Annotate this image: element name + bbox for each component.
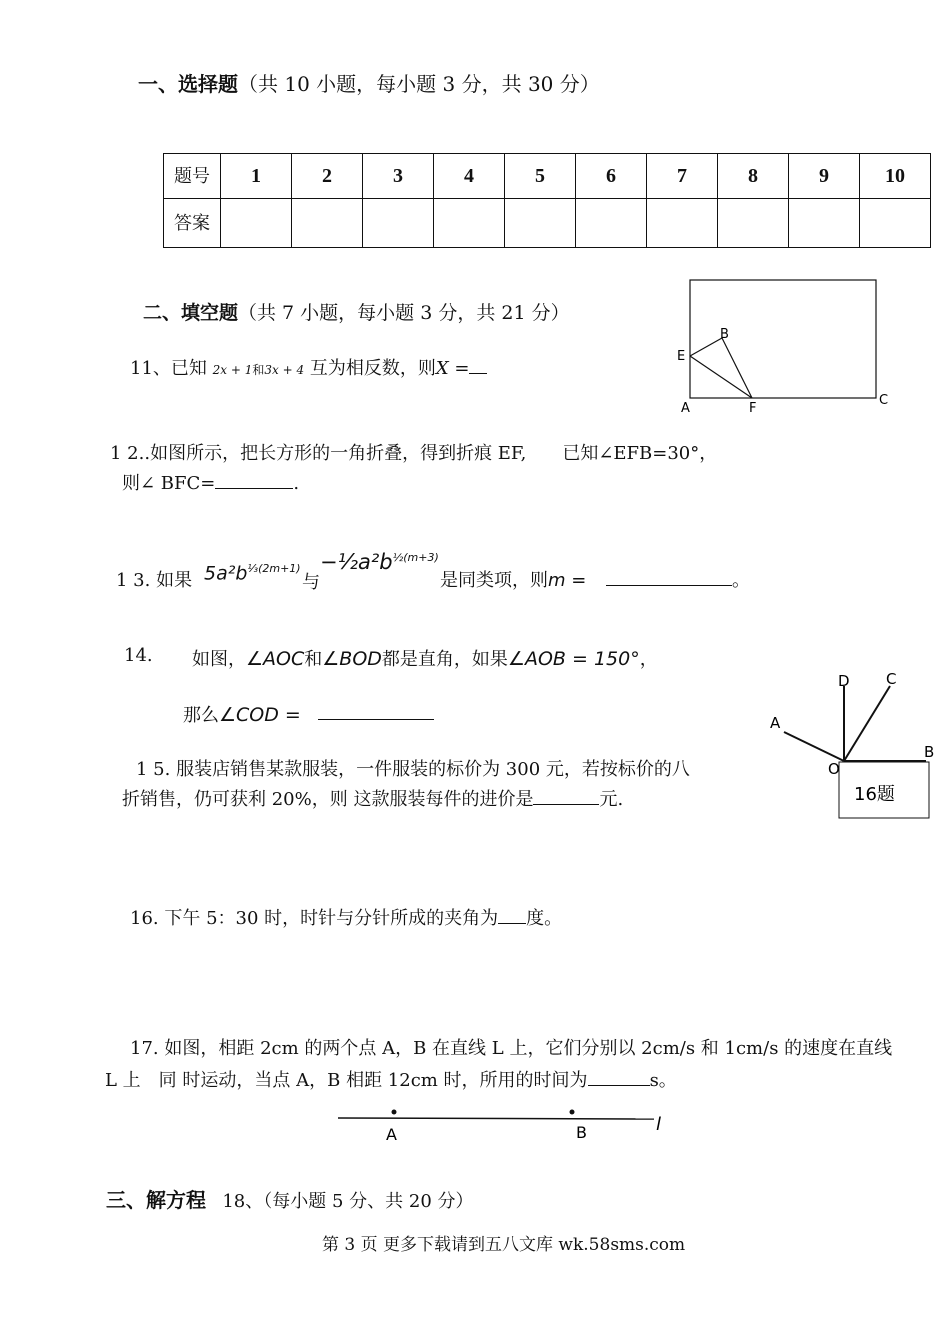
page-footer: 第 3 页 更多下载请到五八文库 wk.58sms.com <box>322 1235 686 1255</box>
answer-cell[interactable] <box>363 199 434 248</box>
q14-and: 和 <box>304 649 323 670</box>
section2-note: （共 7 小题，每小题 3 分，共 21 分） <box>238 302 570 324</box>
rectangle-outline <box>690 280 876 398</box>
q13-answer-area <box>606 566 750 592</box>
question-14-line2 <box>183 701 301 727</box>
q14-number: 14. <box>124 645 153 666</box>
point-label-o: O <box>828 760 840 778</box>
fold-crease-ef <box>690 356 752 398</box>
answer-table-number: 7 <box>647 154 718 199</box>
line-l <box>338 1118 654 1119</box>
q17-prefix: L 上 同 时运动，当点 A，B 相距 12cm 时，所用的时间为 <box>105 1070 588 1091</box>
answer-cell[interactable] <box>789 199 860 248</box>
answer-table-number: 5 <box>505 154 576 199</box>
question-12-line2 <box>122 469 299 495</box>
question-17-line2 <box>105 1066 677 1092</box>
q11-variable: X = <box>435 358 470 379</box>
q17-answer-blank[interactable] <box>588 1069 650 1086</box>
fold-edge-bf <box>722 338 752 398</box>
q13-mid: 与 <box>302 572 320 593</box>
q13-term1-base: 5a²b <box>204 562 248 585</box>
q12-prefix: 则∠ BFC= <box>122 473 216 494</box>
q13-term2-exponent: ½(m+3) <box>392 551 439 564</box>
q13-end: 。 <box>732 570 750 591</box>
point-label-b: B <box>924 743 935 761</box>
q11-expr2: 3x + 4 <box>264 363 305 377</box>
section3-heading <box>106 1184 474 1213</box>
q11-suffix: 互为相反数，则 <box>309 358 436 379</box>
answer-cell[interactable] <box>576 199 647 248</box>
answer-table-number: 1 <box>221 154 292 199</box>
q13-term2-base: −½a²b <box>320 550 393 574</box>
question-13 <box>116 566 192 592</box>
figure-caption: 16题 <box>854 784 895 805</box>
q14-line2-prefix: 那么 <box>183 705 219 726</box>
question-11 <box>130 354 487 380</box>
q13-term2 <box>320 550 439 574</box>
angle-figure <box>762 664 942 820</box>
q13-variable: m = <box>548 570 587 591</box>
point-label-d: D <box>838 672 850 690</box>
section1-heading <box>138 68 600 97</box>
section3-title: 三、解方程 <box>106 1188 206 1212</box>
q13-term1 <box>204 562 301 584</box>
question-16 <box>130 904 562 930</box>
question-14 <box>124 645 153 666</box>
q15-suffix: 元. <box>599 789 624 810</box>
q14-angle-aob: ∠AOB = 150° <box>507 648 640 670</box>
point-label-b: B <box>720 327 729 342</box>
q16-prefix: 16. 下午 5：30 时，时针与分针所成的夹角为 <box>130 908 499 929</box>
answer-cell[interactable] <box>718 199 789 248</box>
answer-table <box>163 153 931 248</box>
point-label-e: E <box>677 349 686 364</box>
answer-table-row-label: 答案 <box>164 199 221 248</box>
q16-suffix: 度。 <box>526 908 563 929</box>
q16-answer-blank[interactable] <box>498 907 526 924</box>
q13-suffix-line <box>440 566 586 592</box>
question-12-line1: 1 2..如图所示，把长方形的一角折叠，得到折痕 EF, 已知∠EFB=30°， <box>110 443 718 464</box>
point-label-a: A <box>770 714 781 732</box>
point-a-dot <box>392 1110 397 1115</box>
fold-rectangle-figure <box>672 276 902 416</box>
q13-answer-blank[interactable] <box>606 569 732 586</box>
q14-angle-cod: ∠COD = <box>219 704 301 726</box>
answer-table-number: 6 <box>576 154 647 199</box>
answer-table-number: 4 <box>434 154 505 199</box>
fold-edge-eb <box>690 338 722 356</box>
question-17-line1: 17. 如图，相距 2cm 的两个点 A，B 在直线 L 上，它们分别以 2cm/s 和 1cm/s 的速度在直线 <box>130 1038 893 1059</box>
answer-table-row-label: 题号 <box>164 154 221 199</box>
q11-answer-blank[interactable] <box>469 357 487 374</box>
answer-table-number: 2 <box>292 154 363 199</box>
point-label-b: B <box>576 1123 587 1142</box>
q11-expr1: 2x + 1 <box>212 363 253 377</box>
point-label-a: A <box>681 401 690 416</box>
section3-note: 18、（每小题 5 分、共 20 分） <box>222 1191 474 1212</box>
answer-cell[interactable] <box>434 199 505 248</box>
q14-answer-area <box>318 703 434 725</box>
answer-table-number: 10 <box>860 154 931 199</box>
q14-comma: ， <box>639 649 658 670</box>
ray-oa <box>784 732 844 761</box>
answer-cell[interactable] <box>647 199 718 248</box>
question-14-line1 <box>192 645 658 671</box>
ray-oc <box>844 686 890 761</box>
q17-suffix: s。 <box>649 1070 677 1091</box>
answer-cell[interactable] <box>505 199 576 248</box>
question-15-line1: 1 5. 服装店销售某款服装，一件服装的标价为 300 元，若按标价的八 <box>136 759 690 780</box>
point-label-f: F <box>749 401 757 416</box>
q11-conj: 和 <box>252 363 265 377</box>
q15-answer-blank[interactable] <box>533 788 599 805</box>
answer-cell[interactable] <box>221 199 292 248</box>
q14-text2: 都是直角，如果 <box>381 649 508 670</box>
answer-table-number: 9 <box>789 154 860 199</box>
answer-cell[interactable] <box>860 199 931 248</box>
answer-cell[interactable] <box>292 199 363 248</box>
line-label-l: l <box>656 1114 662 1135</box>
q13-term1-exponent: ⅓(2m+1) <box>247 562 301 575</box>
answer-table-number: 8 <box>718 154 789 199</box>
answer-table-number: 3 <box>363 154 434 199</box>
point-b-dot <box>570 1110 575 1115</box>
q14-angle-aoc: ∠AOC <box>246 648 305 670</box>
section2-heading <box>143 298 570 325</box>
q12-suffix: . <box>293 473 300 494</box>
section1-title: 一、选择题 <box>138 72 238 96</box>
section1-note: （共 10 小题，每小题 3 分，共 30 分） <box>238 72 600 96</box>
q13-prefix: 1 3. 如果 <box>116 570 193 591</box>
q14-angle-bod: ∠BOD <box>322 648 382 670</box>
section2-title: 二、填空题 <box>143 302 239 324</box>
question-15-line2 <box>122 785 623 811</box>
point-label-c: C <box>879 393 889 408</box>
q14-text1: 如图， <box>192 649 246 670</box>
q13-suffix: 是同类项，则 <box>440 570 548 591</box>
q14-answer-blank[interactable] <box>318 703 434 720</box>
number-line-figure <box>334 1100 674 1148</box>
point-label-c: C <box>886 670 897 688</box>
point-label-a: A <box>386 1125 397 1144</box>
q15-prefix: 折销售，仍可获利 20%，则 这款服装每件的进价是 <box>122 789 534 810</box>
q11-prefix: 11、已知 <box>130 358 207 379</box>
q12-answer-blank[interactable] <box>215 472 293 489</box>
